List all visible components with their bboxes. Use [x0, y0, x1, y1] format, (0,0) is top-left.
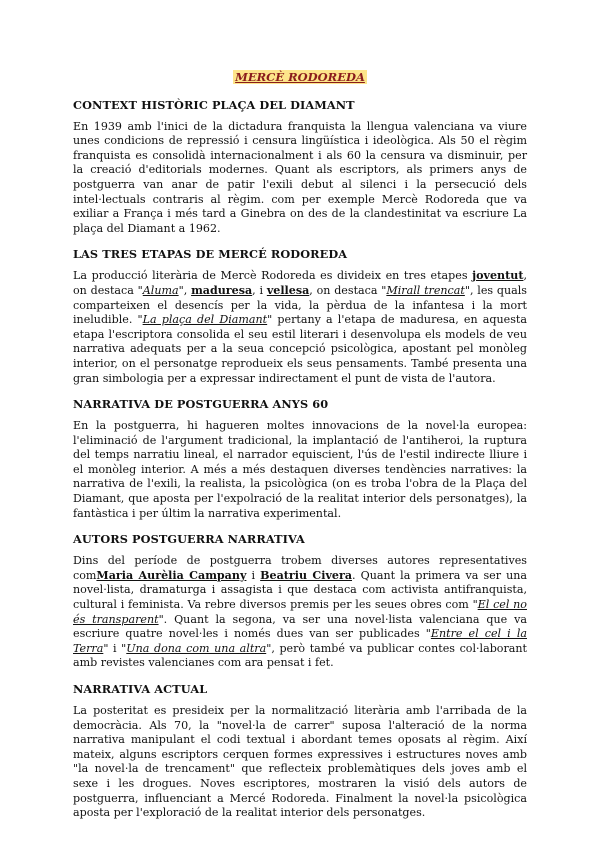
text-run: " i ": [103, 641, 127, 655]
paragraph-context: En 1939 amb l'inici de la dictadura franquista la llengua valenciana va viure unes condicions de repressió i censura lingüística i ideològica. Als 50 el règim franquista es consolidà internacionalment i als 60 la censura va disminuir, per la creació d'editorials modernes. Quant als escriptors, als primers anys de postguerra van anar de patir l'exili debut al silenci i la persecució dels intel·lectuals contraris al règim. com per exemple Mercè Rodoreda que va exiliar a França i més tard a Ginebra on des de la clandestinitat va escriure La plaça del Diamant a 1962.: [73, 119, 527, 235]
paragraph-autors: [73, 554, 527, 671]
paragraph-etapas: [73, 269, 527, 386]
paragraph-postguerra: En la postguerra, hi hagueren moltes innovacions de la novel·la europea: l'eliminació de l'argument tradicional, la implantació de l'antiheroi, la ruptura del temps narratiu lineal, el narrador equiscient, l'ús de l'estil indirecte lliure i el monòleg interior. A més a més destaquen diverses tendències narratives: la narrativa de l'exili, la realista, la psicològica (on es troba l'obra de la Plaça del Diamant, que aposta per l'expolració de la realitat interior dels personatges), la fantàstica i per últim la narrativa experimental.: [73, 419, 527, 520]
text-run: . Quant la primera va ser una novel·lista, dramaturga i assagista i que destaca com activista antifranquista, cultural i feminista. Va rebre diversos premis per les seues obres com ": [73, 568, 527, 612]
text-run: La producció literària de Mercè Rodoreda es divideix en tres etapes: [73, 269, 468, 283]
text-run: ", les quals comparteixen el desencís per la vida, la pèrdua de la infantesa i la mort ineludible. ": [73, 283, 527, 327]
author-civera: Beatriu Civera: [260, 568, 353, 582]
text-run: ", però també va publicar contes col·laborant amb revistes valencianes com ara pensat i fet.: [73, 641, 528, 670]
heading-actual: NARRATIVA ACTUAL: [73, 682, 208, 696]
stage-joventut: joventut: [472, 269, 524, 283]
stage-maduresa: maduresa: [191, 283, 253, 297]
text-run: ". Quant la segona, va ser una novel·lista valenciana que va escriure quatre novel·les i només dues van ser publicades ": [73, 612, 527, 641]
heading-context: CONTEXT HISTÒRIC PLAÇA DEL DIAMANT: [73, 97, 355, 112]
work-entre-el-cel: Entre el cel i la Terra: [73, 627, 527, 655]
work-una-dona: Una dona com una altra: [126, 641, 267, 655]
text-run: Dins del període de postguerra trobem diverses autores representatives com: [73, 554, 527, 582]
author-campany: Maria Aurèlia Campany: [96, 568, 247, 582]
text-run: ",: [178, 283, 188, 297]
heading-postguerra: NARRATIVA DE POSTGUERRA ANYS 60: [73, 397, 329, 412]
work-placa-diamant: La plaça del Diamant: [142, 313, 268, 327]
text-run: i: [251, 568, 256, 582]
paragraph-actual: La posteritat es presideix per la normalització literària amb l'arribada de la democràcia. Als 70, la "novel·la de carrer" suposa l'alteració de la norma narrativa manipulant el codi textual i abordant temes oposats al règim. Així mateix, alguns escriptors cerquen formes expressives i estructures noves amb "la novel·la de trencament" que reflecteix problemàtiques dels joves amb el sexe i les drogues. Noves escriptores, mostraren la visió dels autors de postguerra, influenciant a Mercé Rodoreda. Finalment la novel·la psicològica aposta per l'exploració de la realitat interior dels personatges.: [73, 704, 527, 820]
heading-etapas: LAS TRES ETAPAS DE MERCÉ RODOREDA: [73, 247, 348, 262]
document-page: [73, 70, 527, 832]
work-el-cel: El cel no és transparent: [73, 598, 527, 626]
document-title: MERCÈ RODOREDA: [235, 70, 365, 84]
title-wrap: [73, 70, 527, 86]
text-run: , on destaca ": [73, 269, 527, 297]
work-aluma: Aluma: [142, 283, 179, 297]
text-run: " pertany a l'etapa de maduresa, en aquesta etapa l'escriptora consolida el seu estil literari i desenvolupa els models de veu narrativa adequats per a la seua concepció psicològica, apostant pel monòleg interior, on el personatge reprodueix els seus pensaments. També presenta una gran simbologia per a expressar indirectament el punt de vista de l'autora.: [73, 313, 527, 385]
work-mirall-trencat: Mirall trencat: [386, 283, 465, 297]
stage-vellesa: vellesa: [266, 283, 310, 297]
text-run: , on destaca ": [309, 283, 387, 297]
heading-autors: AUTORS POSTGUERRA NARRATIVA: [73, 532, 305, 547]
text-run: , i: [252, 283, 264, 297]
